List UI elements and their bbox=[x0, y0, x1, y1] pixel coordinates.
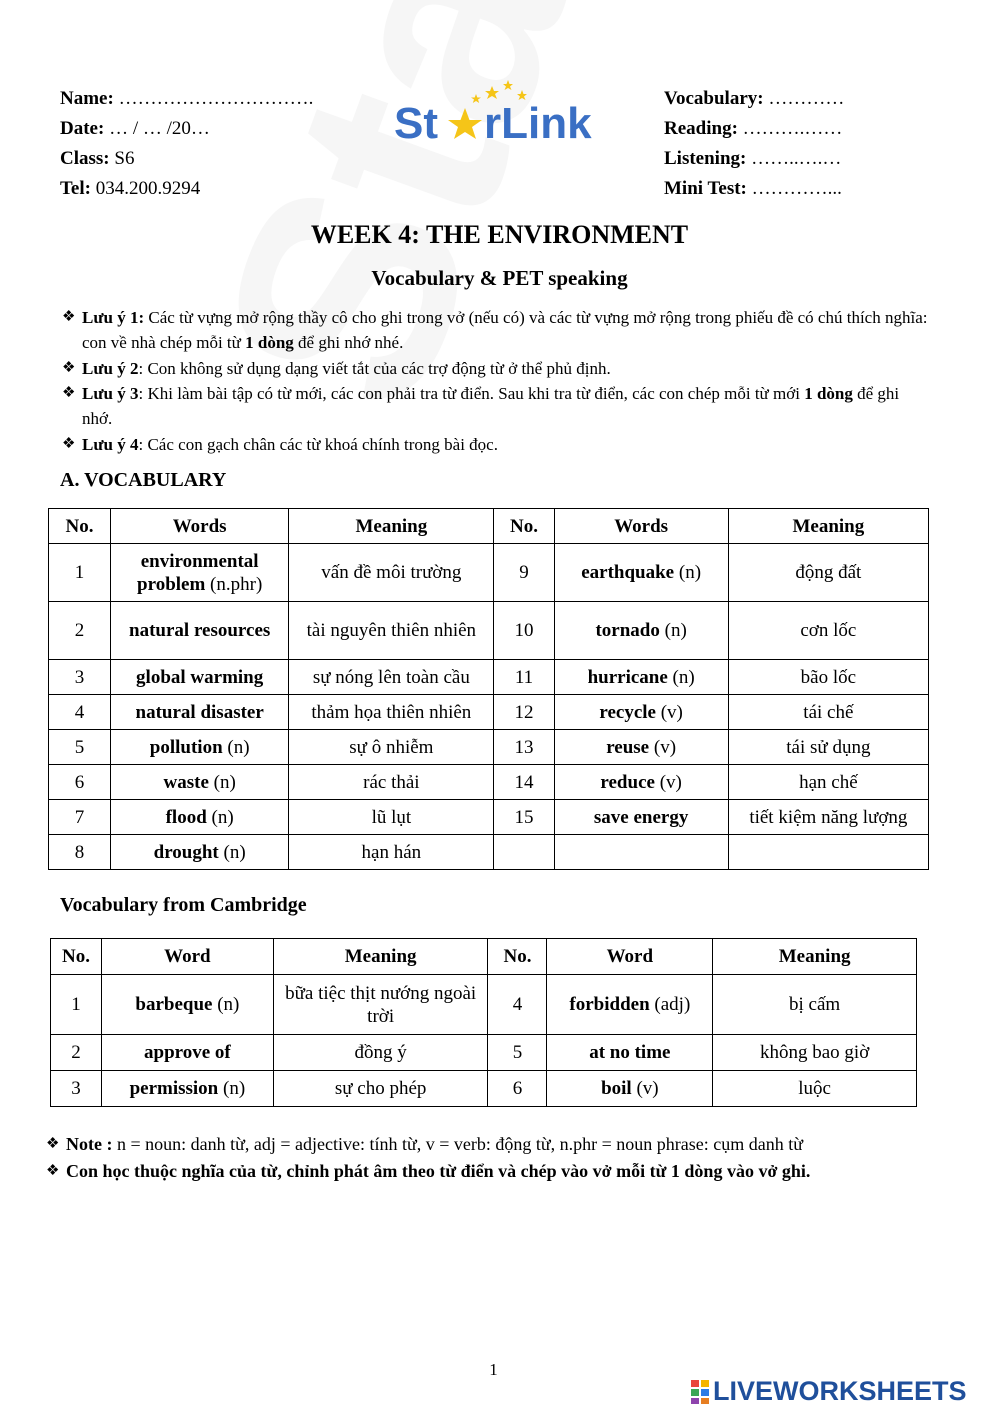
header-cell: Word bbox=[101, 939, 273, 975]
table-row bbox=[49, 765, 929, 800]
word-cell: waste (n) bbox=[111, 765, 289, 800]
section-cambridge-heading: Vocabulary from Cambridge bbox=[60, 894, 307, 916]
meaning-cell: rác thải bbox=[289, 765, 494, 800]
word-cell: flood (n) bbox=[111, 800, 289, 835]
meaning-cell: bão lốc bbox=[728, 660, 928, 695]
meaning-cell: hạn chế bbox=[728, 765, 928, 800]
table-row bbox=[51, 975, 917, 1035]
header-name[interactable]: Name: …………………………. bbox=[60, 88, 314, 109]
svg-text:St: St bbox=[394, 99, 438, 148]
meaning-cell: hạn hán bbox=[289, 835, 494, 870]
page-title: WEEK 4: THE ENVIRONMENT bbox=[310, 220, 689, 249]
word-cell: boil (v) bbox=[547, 1071, 713, 1107]
table-row bbox=[51, 1071, 917, 1107]
page-number: 1 bbox=[489, 1360, 498, 1379]
meaning-cell: tiết kiệm năng lượng bbox=[728, 800, 928, 835]
number-cell: 6 bbox=[488, 1071, 547, 1107]
meaning-cell: lũ lụt bbox=[289, 800, 494, 835]
word-cell: permission (n) bbox=[101, 1071, 273, 1107]
liveworksheets-icon bbox=[691, 1380, 709, 1404]
word-cell: environmental problem (n.phr) bbox=[111, 544, 289, 602]
header-date[interactable]: Date: … / … /20… bbox=[60, 118, 210, 139]
vocabulary-table-body bbox=[49, 544, 929, 870]
word-cell: approve of bbox=[101, 1035, 273, 1071]
note-3: ❖ Lưu ý 3: Khi làm bài tập có từ mới, các con phải tra từ điển. Sau khi tra từ điển, các con chép mỗi từ mới 1 dòng để ghi nhớ. bbox=[62, 381, 932, 431]
number-cell: 7 bbox=[49, 800, 111, 835]
number-cell: 8 bbox=[49, 835, 111, 870]
footer-note-2: ❖ Con học thuộc nghĩa của từ, chỉnh phát âm theo từ điển và chép vào vở mỗi từ 1 dòng vào vở ghi. bbox=[46, 1159, 946, 1184]
number-cell: 13 bbox=[494, 730, 554, 765]
number-cell: 14 bbox=[494, 765, 554, 800]
header-cell: No. bbox=[494, 509, 554, 544]
diamond-bullet-icon: ❖ bbox=[62, 436, 76, 452]
header-class: Class: S6 bbox=[60, 148, 135, 169]
svg-text:rLink: rLink bbox=[484, 99, 592, 148]
header-cell: No. bbox=[49, 509, 111, 544]
score-mini-test[interactable]: Mini Test: …………... bbox=[664, 178, 842, 199]
number-cell: 12 bbox=[494, 695, 554, 730]
table-header-row bbox=[51, 939, 917, 975]
logo-stars-icon bbox=[392, 78, 602, 148]
meaning-cell: tái sử dụng bbox=[728, 730, 928, 765]
meaning-cell: luộc bbox=[713, 1071, 917, 1107]
number-cell: 3 bbox=[49, 660, 111, 695]
number-cell: 1 bbox=[51, 975, 102, 1035]
score-listening[interactable]: Listening: ……..….… bbox=[664, 148, 842, 169]
number-cell: 15 bbox=[494, 800, 554, 835]
header-cell: Meaning bbox=[289, 509, 494, 544]
header-cell: Words bbox=[554, 509, 728, 544]
note-1: ❖ Lưu ý 1: Các từ vựng mở rộng thầy cô cho ghi trong vở (nếu có) và các từ vựng mở rộng trong phiếu đề có chú thích nghĩa: con về nhà chép mỗi từ 1 dòng để ghi nhớ nhé. bbox=[62, 305, 932, 355]
word-cell: reduce (v) bbox=[554, 765, 728, 800]
meaning-cell: động đất bbox=[728, 544, 928, 602]
word-cell: hurricane (n) bbox=[554, 660, 728, 695]
table-row bbox=[51, 1035, 917, 1071]
table-row bbox=[49, 835, 929, 870]
word-cell: natural resources bbox=[111, 602, 289, 660]
header-cell: Words bbox=[111, 509, 289, 544]
note-2: ❖ Lưu ý 2: Con không sử dụng dạng viết tắt của các trợ động từ ở thể phủ định. bbox=[62, 356, 932, 381]
liveworksheets-brand bbox=[691, 1376, 967, 1407]
number-cell: 4 bbox=[488, 975, 547, 1035]
score-vocabulary[interactable]: Vocabulary: ………… bbox=[664, 88, 845, 109]
word-cell: save energy bbox=[554, 800, 728, 835]
word-cell: global warming bbox=[111, 660, 289, 695]
word-cell: pollution (n) bbox=[111, 730, 289, 765]
meaning-cell: tài nguyên thiên nhiên bbox=[289, 602, 494, 660]
header-cell: Meaning bbox=[728, 509, 928, 544]
meaning-cell: tái chế bbox=[728, 695, 928, 730]
number-cell: 2 bbox=[49, 602, 111, 660]
meaning-cell: sự nóng lên toàn cầu bbox=[289, 660, 494, 695]
liveworksheets-wordmark: LIVEWORKSHEETS bbox=[713, 1376, 967, 1406]
meaning-cell: cơn lốc bbox=[728, 602, 928, 660]
meaning-cell: không bao giờ bbox=[713, 1035, 917, 1071]
word-cell: drought (n) bbox=[111, 835, 289, 870]
meaning-cell: thảm họa thiên nhiên bbox=[289, 695, 494, 730]
number-cell: 1 bbox=[49, 544, 111, 602]
header-cell: No. bbox=[51, 939, 102, 975]
number-cell: 4 bbox=[49, 695, 111, 730]
header-cell: Meaning bbox=[273, 939, 488, 975]
footer-note-1: ❖ Note : n = noun: danh từ, adj = adjective: tính từ, v = verb: động từ, n.phr = noun phrase: cụm danh từ bbox=[46, 1132, 946, 1157]
table-row bbox=[49, 695, 929, 730]
word-cell: barbeque (n) bbox=[101, 975, 273, 1035]
table-row bbox=[49, 544, 929, 602]
number-cell: 9 bbox=[494, 544, 554, 602]
word-cell: tornado (n) bbox=[554, 602, 728, 660]
vocabulary-table bbox=[48, 508, 929, 870]
table-header-row bbox=[49, 509, 929, 544]
table-row bbox=[49, 800, 929, 835]
diamond-bullet-icon: ❖ bbox=[62, 309, 76, 325]
table-row bbox=[49, 660, 929, 695]
word-cell: natural disaster bbox=[111, 695, 289, 730]
meaning-cell: sự ô nhiễm bbox=[289, 730, 494, 765]
header-tel: Tel: 034.200.9294 bbox=[60, 178, 201, 199]
meaning-cell: bữa tiệc thịt nướng ngoài trời bbox=[273, 975, 488, 1035]
section-a-heading: A. VOCABULARY bbox=[60, 469, 227, 491]
diamond-bullet-icon: ❖ bbox=[62, 360, 76, 376]
word-cell: reuse (v) bbox=[554, 730, 728, 765]
word-cell: recycle (v) bbox=[554, 695, 728, 730]
meaning-cell: bị cấm bbox=[713, 975, 917, 1035]
meaning-cell bbox=[728, 835, 928, 870]
number-cell bbox=[494, 835, 554, 870]
page-subtitle: Vocabulary & PET speaking bbox=[371, 266, 628, 290]
word-cell: at no time bbox=[547, 1035, 713, 1071]
table-row bbox=[49, 602, 929, 660]
note-4: ❖ Lưu ý 4: Các con gạch chân các từ khoá chính trong bài đọc. bbox=[62, 432, 932, 457]
number-cell: 11 bbox=[494, 660, 554, 695]
word-cell bbox=[554, 835, 728, 870]
number-cell: 5 bbox=[488, 1035, 547, 1071]
cambridge-table bbox=[50, 938, 917, 1107]
number-cell: 6 bbox=[49, 765, 111, 800]
meaning-cell: sự cho phép bbox=[273, 1071, 488, 1107]
number-cell: 5 bbox=[49, 730, 111, 765]
header-cell: Word bbox=[547, 939, 713, 975]
diamond-bullet-icon: ❖ bbox=[62, 385, 76, 401]
header-cell: Meaning bbox=[713, 939, 917, 975]
meaning-cell: vấn đề môi trường bbox=[289, 544, 494, 602]
word-cell: earthquake (n) bbox=[554, 544, 728, 602]
starlink-logo bbox=[392, 78, 602, 148]
meaning-cell: đồng ý bbox=[273, 1035, 488, 1071]
number-cell: 2 bbox=[51, 1035, 102, 1071]
word-cell: forbidden (adj) bbox=[547, 975, 713, 1035]
number-cell: 10 bbox=[494, 602, 554, 660]
number-cell: 3 bbox=[51, 1071, 102, 1107]
cambridge-table-body bbox=[51, 975, 917, 1107]
diamond-bullet-icon: ❖ bbox=[46, 1136, 60, 1152]
score-reading[interactable]: Reading: ……….…… bbox=[664, 118, 843, 139]
diamond-bullet-icon: ❖ bbox=[46, 1163, 60, 1179]
table-row bbox=[49, 730, 929, 765]
header-cell: No. bbox=[488, 939, 547, 975]
